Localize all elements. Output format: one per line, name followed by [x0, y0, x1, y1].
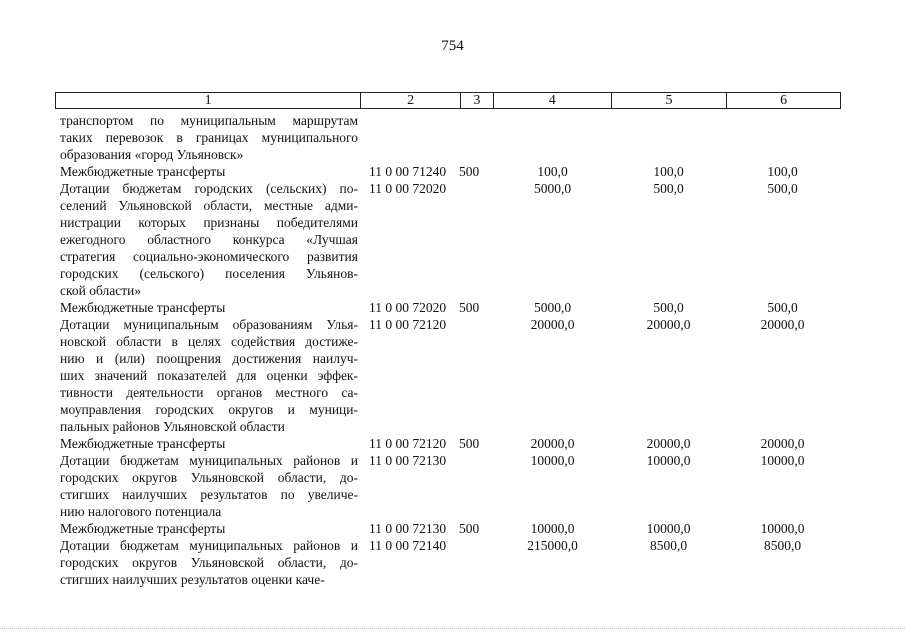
row-expense-type: 500: [459, 164, 480, 179]
description-line: Дотации бюджетам муниципальных районов и: [60, 453, 358, 468]
row-value-col6: 20000,0: [760, 436, 805, 451]
description-line: Дотации муниципальным образованиям Улья-: [60, 317, 358, 332]
table-row: [60, 163, 850, 180]
description-line: стигших наилучших результатов по увеличе-: [60, 487, 358, 502]
row-value-col5: 10000,0: [646, 453, 691, 468]
row-value-col5: 8500,0: [649, 538, 688, 553]
table-row: [60, 112, 850, 163]
description-line: таких перевозок в границах муниципального: [60, 130, 358, 145]
column-header-1: 1: [56, 93, 361, 108]
row-expense-type: [459, 112, 494, 163]
row-code: 11 0 00 72130: [369, 453, 447, 468]
table-row: [60, 299, 850, 316]
row-expense-type: 500: [459, 436, 480, 451]
description-line: ской области»: [60, 283, 142, 298]
row-value-col4: 10000,0: [530, 521, 575, 536]
description-line: ших значений показателей для оценки эффек-: [60, 368, 358, 383]
row-description: [60, 520, 358, 537]
table-row: [60, 520, 850, 537]
row-code: 11 0 00 72120: [369, 436, 447, 451]
description-line: Дотации бюджетам городских (сельских) по-: [60, 181, 358, 196]
description-line: селений Ульяновской области, местные адми-: [60, 198, 358, 213]
table-row: [60, 435, 850, 452]
description-line: нию и (или) поощрения достижения наилуч-: [60, 351, 358, 366]
column-header-row: [55, 92, 841, 109]
description-line: новской области в целях содействия достиже-: [60, 334, 358, 349]
row-description: [60, 316, 358, 435]
row-value-col4: 20000,0: [530, 436, 575, 451]
row-value-col4: [494, 112, 611, 163]
row-code: 11 0 00 72020: [369, 181, 447, 196]
table-row: [60, 316, 850, 435]
table-row: [60, 180, 850, 299]
row-value-col5: 500,0: [653, 300, 684, 315]
row-value-col6: 500,0: [767, 300, 798, 315]
row-expense-type: [459, 316, 494, 435]
description-line: транспортом по муниципальным маршрутам: [60, 113, 358, 128]
description-line: Дотации бюджетам муниципальных районов и: [60, 538, 358, 553]
description-line: нию налогового потенциала: [60, 504, 222, 519]
description-line: стигших наилучших результатов оценки каче-: [60, 572, 325, 587]
row-description: [60, 452, 358, 520]
description-line: Межбюджетные трансферты: [60, 164, 226, 179]
row-value-col5: 20000,0: [646, 317, 691, 332]
description-line: Межбюджетные трансферты: [60, 521, 226, 536]
row-value-col4: 10000,0: [530, 453, 575, 468]
row-value-col6: 500,0: [767, 181, 798, 196]
row-description: [60, 112, 358, 163]
description-line: образования «город Ульяновск»: [60, 147, 244, 162]
description-line: Межбюджетные трансферты: [60, 436, 226, 451]
row-description: [60, 435, 358, 452]
row-description: [60, 180, 358, 299]
description-line: нистрации которых признаны победителями: [60, 215, 358, 230]
row-value-col4: 100,0: [537, 164, 568, 179]
scan-artifact-line: [0, 628, 905, 631]
row-expense-type: 500: [459, 521, 480, 536]
row-value-col5: [611, 112, 726, 163]
row-value-col5: 10000,0: [646, 521, 691, 536]
row-description: [60, 537, 358, 588]
budget-table: [60, 112, 850, 588]
description-line: тивности деятельности органов местного са-: [60, 385, 358, 400]
description-line: городских округов Ульяновской области, до-: [60, 470, 358, 485]
row-code: 11 0 00 71240: [369, 164, 447, 179]
row-value-col4: 5000,0: [533, 300, 572, 315]
row-value-col6: 10000,0: [760, 521, 805, 536]
row-description: [60, 299, 358, 316]
description-line: ежегодного областного конкурса «Лучшая: [60, 232, 358, 247]
column-header-4: 4: [494, 93, 612, 108]
column-header-2: 2: [361, 93, 461, 108]
row-value-col5: 500,0: [653, 181, 684, 196]
row-value-col6: 100,0: [767, 164, 798, 179]
table-row: [60, 452, 850, 520]
table-row: [60, 537, 850, 588]
row-value-col4: 215000,0: [527, 538, 578, 553]
row-code: 11 0 00 72130: [369, 521, 447, 536]
description-line: стратегия социально-экономического развития: [60, 249, 358, 264]
description-line: городских (сельского) поселения Ульянов-: [60, 266, 358, 281]
row-code: 11 0 00 72140: [369, 538, 447, 553]
description-line: моуправления городских округов и муници-: [60, 402, 358, 417]
row-expense-type: [459, 180, 494, 299]
row-value-col4: 5000,0: [533, 181, 572, 196]
page-number: 754: [441, 38, 464, 54]
row-code: [358, 112, 459, 163]
column-header-3: 3: [461, 93, 494, 108]
description-line: городских округов Ульяновской области, до-: [60, 555, 358, 570]
row-code: 11 0 00 72020: [369, 300, 447, 315]
row-value-col5: 20000,0: [646, 436, 691, 451]
row-value-col6: 20000,0: [760, 317, 805, 332]
row-value-col6: [726, 112, 839, 163]
column-header-6: 6: [780, 93, 788, 108]
row-value-col5: 100,0: [653, 164, 684, 179]
row-code: 11 0 00 72120: [369, 317, 447, 332]
row-description: [60, 163, 358, 180]
description-line: пальных районов Ульяновской области: [60, 419, 285, 434]
description-line: Межбюджетные трансферты: [60, 300, 226, 315]
row-expense-type: [459, 452, 494, 520]
row-value-col6: 8500,0: [763, 538, 802, 553]
row-value-col4: 20000,0: [530, 317, 575, 332]
row-value-col6: 10000,0: [760, 453, 805, 468]
row-expense-type: 500: [459, 300, 480, 315]
row-expense-type: [459, 537, 494, 588]
column-header-5: 5: [612, 93, 728, 108]
